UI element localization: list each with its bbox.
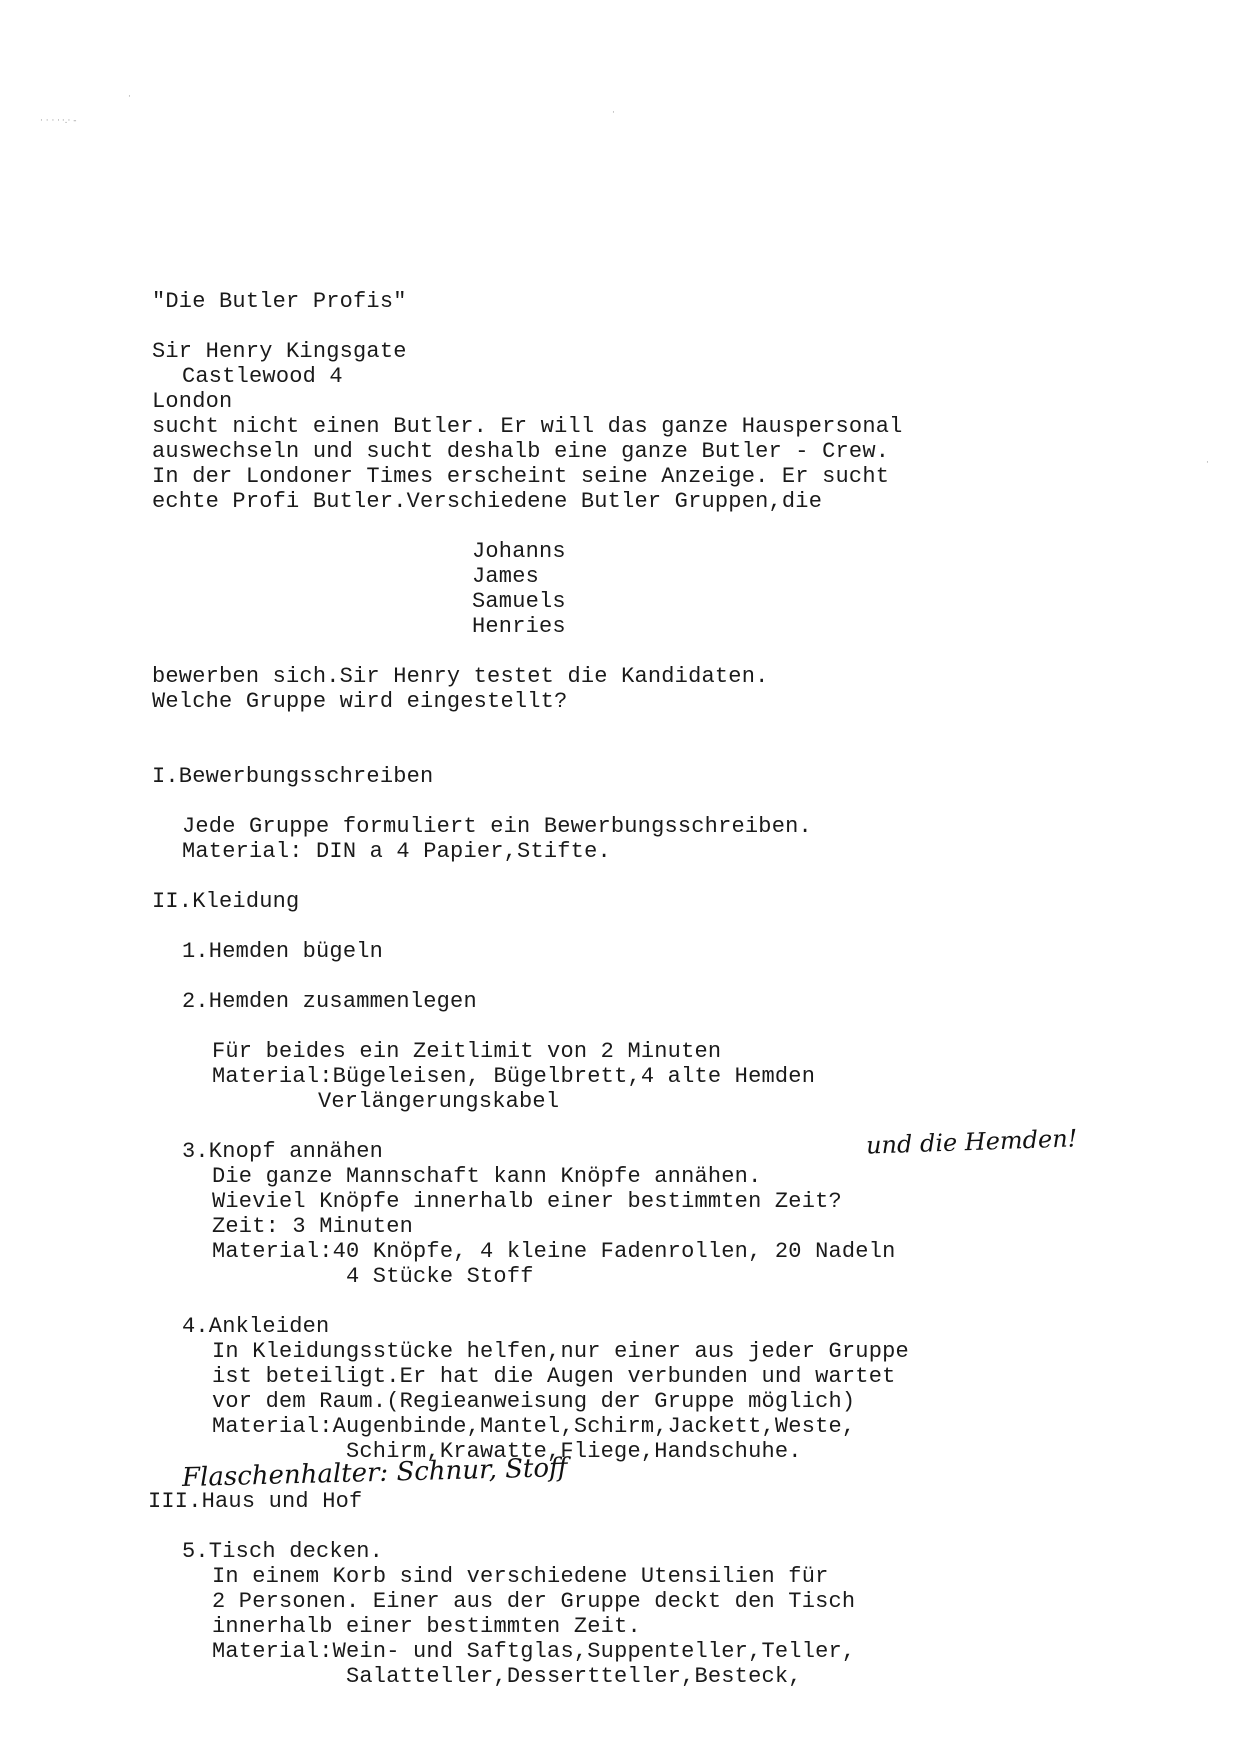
group-name: Johanns <box>472 539 566 564</box>
item-heading-4: 4.Ankleiden <box>182 1314 330 1339</box>
item-heading-3: 3.Knopf annähen <box>182 1139 384 1164</box>
item5-line: Material:Wein- und Saftglas,Suppenteller,Teller, <box>212 1639 856 1664</box>
item4-line: In Kleidungsstücke helfen,nur einer aus jeder Gruppe <box>212 1339 909 1364</box>
intro-line: echte Profi Butler.Verschiedene Butler Gruppen,die <box>152 489 823 514</box>
item5-line: innerhalb einer bestimmten Zeit. <box>212 1614 641 1639</box>
group-name: Henries <box>472 614 566 639</box>
closing-line: Welche Gruppe wird eingestellt? <box>152 689 568 714</box>
scan-speck: · · · · ·.· - <box>40 116 77 126</box>
document-title: "Die Butler Profis" <box>152 289 407 314</box>
section-heading-3: III.Haus und Hof <box>148 1489 363 1514</box>
address-line-city: London <box>152 389 233 414</box>
address-line-name: Sir Henry Kingsgate <box>152 339 407 364</box>
item4-line: ist beteiligt.Er hat die Augen verbunden und wartet <box>212 1364 896 1389</box>
item5-line: In einem Korb sind verschiedene Utensilien für <box>212 1564 829 1589</box>
item-heading-5: 5.Tisch decken. <box>182 1539 384 1564</box>
item3-line: 4 Stücke Stoff <box>346 1264 534 1289</box>
item2-line: Material:Bügeleisen, Bügelbrett,4 alte Hemden <box>212 1064 816 1089</box>
section1-line: Jede Gruppe formuliert ein Bewerbungsschreiben. <box>182 814 812 839</box>
group-name: James <box>472 564 540 589</box>
handwritten-note: und die Hemden! <box>865 1124 1078 1160</box>
scan-speck: · <box>1206 458 1209 468</box>
item5-line: 2 Personen. Einer aus der Gruppe deckt den Tisch <box>212 1589 856 1614</box>
item4-line: Material:Augenbinde,Mantel,Schirm,Jackett,Weste, <box>212 1414 856 1439</box>
section-heading-2: II.Kleidung <box>152 889 300 914</box>
address-line-street: Castlewood 4 <box>182 364 343 389</box>
section1-line: Material: DIN a 4 Papier,Stifte. <box>182 839 611 864</box>
scan-speck: · <box>612 108 615 118</box>
item-heading-1: 1.Hemden bügeln <box>182 939 384 964</box>
item3-line: Material:40 Knöpfe, 4 kleine Fadenrollen, 20 Nadeln <box>212 1239 896 1264</box>
item3-line: Zeit: 3 Minuten <box>212 1214 414 1239</box>
item4-line: vor dem Raum.(Regieanweisung der Gruppe möglich) <box>212 1389 856 1414</box>
item-heading-2: 2.Hemden zusammenlegen <box>182 989 477 1014</box>
group-name: Samuels <box>472 589 566 614</box>
handwritten-note: Flaschenhalter: Schnur, Stoff <box>181 1452 568 1494</box>
intro-line: auswechseln und sucht deshalb eine ganze Butler - Crew. <box>152 439 890 464</box>
item3-line: Wieviel Knöpfe innerhalb einer bestimmten Zeit? <box>212 1189 842 1214</box>
item4-line: Schirm,Krawatte,Fliege,Handschuhe. <box>346 1439 802 1464</box>
closing-line: bewerben sich.Sir Henry testet die Kandidaten. <box>152 664 769 689</box>
item5-line: Salatteller,Dessertteller,Besteck, <box>346 1664 802 1689</box>
item2-line: Verlängerungskabel <box>318 1089 560 1114</box>
item3-line: Die ganze Mannschaft kann Knöpfe annähen. <box>212 1164 762 1189</box>
section-heading-1: I.Bewerbungsschreiben <box>152 764 434 789</box>
intro-line: In der Londoner Times erscheint seine Anzeige. Er sucht <box>152 464 890 489</box>
scan-speck: · <box>128 92 131 102</box>
item2-line: Für beides ein Zeitlimit von 2 Minuten <box>212 1039 722 1064</box>
intro-line: sucht nicht einen Butler. Er will das ganze Hauspersonal <box>152 414 903 439</box>
